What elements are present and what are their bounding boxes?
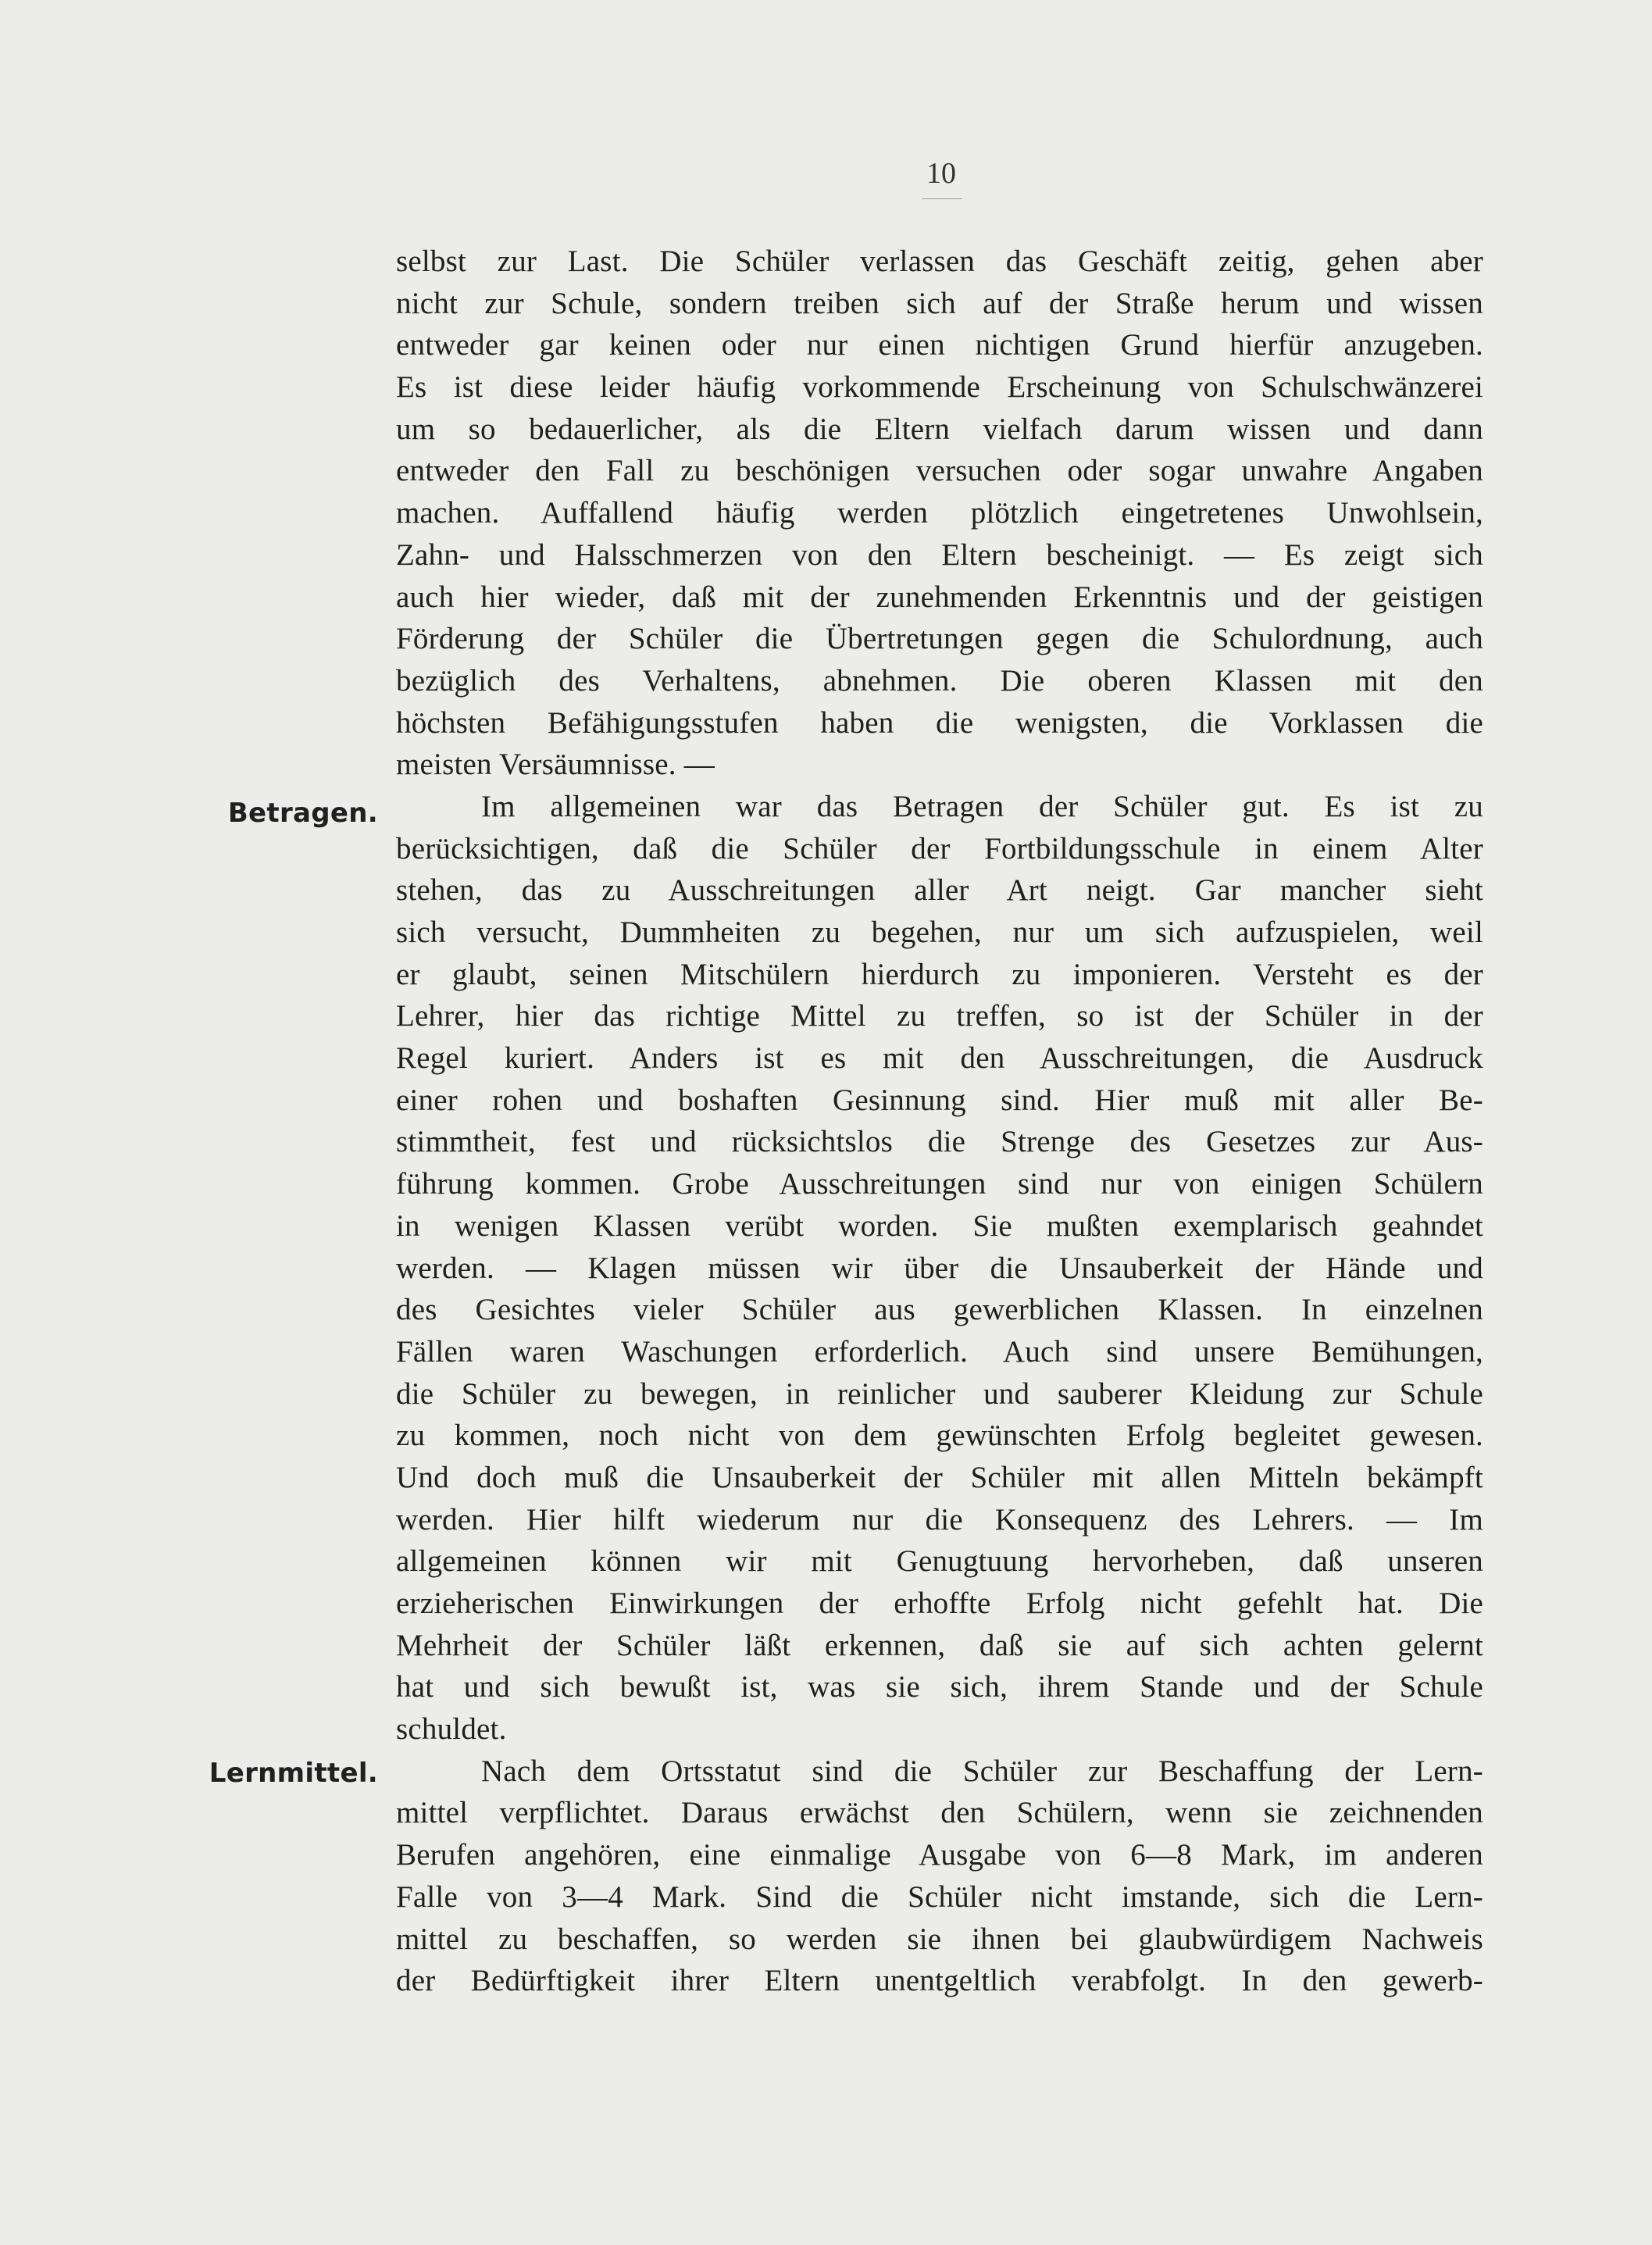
text-line: er glaubt, seinen Mitschülern hierdurch zu imponieren. Versteht es der [396, 957, 1483, 991]
page-number-rule [922, 198, 962, 199]
text-line: werden. — Klagen müssen wir über die Unsauberkeit der Hände und [396, 1251, 1483, 1285]
text-line: Lehrer, hier das richtige Mittel zu treffen, so ist der Schüler in der [396, 999, 1483, 1033]
text-line: berücksichtigen, daß die Schüler der Fortbildungsschule in einem Alter [396, 831, 1483, 866]
text-line: führung kommen. Grobe Ausschreitungen sind nur von einigen Schülern [396, 1167, 1483, 1201]
text-line: Im allgemeinen war das Betragen der Schüler gut. Es ist zu [481, 789, 1483, 823]
text-line: bezüglich des Verhaltens, abnehmen. Die oberen Klassen mit den [396, 663, 1483, 698]
text-line: die Schüler zu bewegen, in reinlicher und sauberer Kleidung zur Schule [396, 1376, 1483, 1411]
text-line: Falle von 3—4 Mark. Sind die Schüler nicht imstande, sich die Lern- [396, 1879, 1483, 1914]
text-line: zu kommen, noch nicht von dem gewünschten Erfolg begleitet gewesen. [396, 1419, 1483, 1453]
text-line: auch hier wieder, daß mit der zunehmenden Erkenntnis und der geistigen [396, 580, 1483, 614]
text-line: hat und sich bewußt ist, was sie sich, ihrem Stande und der Schule [396, 1670, 1483, 1704]
paragraph-betragen [396, 786, 1483, 1751]
text-line: mittel verpflichtet. Daraus erwächst den Schülern, wenn sie zeichnenden [396, 1796, 1483, 1830]
text-line: höchsten Befähigungsstufen haben die wenigsten, die Vorklassen die [396, 705, 1483, 740]
text-line: Und doch muß die Unsauberkeit der Schüler mit allen Mitteln bekämpft [396, 1460, 1483, 1494]
text-line: werden. Hier hilft wiederum nur die Konsequenz des Lehrers. — Im [396, 1502, 1483, 1537]
text-line: Förderung der Schüler die Übertretungen gegen die Schulordnung, auch [396, 622, 1483, 656]
text-line: schuldet. [396, 1712, 507, 1747]
text-line: erzieherischen Einwirkungen der erhoffte Erfolg nicht gefehlt hat. Die [396, 1586, 1483, 1620]
text-line: mittel zu beschaffen, so werden sie ihnen bei glaubwürdigem Nachweis [396, 1922, 1483, 1956]
text-line: Berufen angehören, eine einmalige Ausgabe von 6—8 Mark, im anderen [396, 1838, 1483, 1872]
body-text [396, 241, 1483, 2002]
margin-note-betragen: Betragen. [227, 798, 378, 829]
text-line: des Gesichtes vieler Schüler aus gewerblichen Klassen. In einzelnen [396, 1293, 1483, 1327]
text-line: Zahn- und Halsschmerzen von den Eltern bescheinigt. — Es zeigt sich [396, 537, 1483, 572]
text-line: Mehrheit der Schüler läßt erkennen, daß sie auf sich achten gelernt [396, 1628, 1483, 1662]
text-line: einer rohen und boshaften Gesinnung sind. Hier muß mit aller Be- [396, 1083, 1483, 1117]
text-line: Nach dem Ortsstatut sind die Schüler zur Beschaffung der Lern- [481, 1754, 1483, 1788]
text-line: machen. Auffallend häufig werden plötzlich eingetretenes Unwohlsein, [396, 496, 1483, 530]
text-line: stimmtheit, fest und rücksichtslos die Strenge des Gesetzes zur Aus- [396, 1125, 1483, 1159]
text-line: entweder den Fall zu beschönigen versuchen oder sogar unwahre Angaben [396, 454, 1483, 488]
text-line: entweder gar keinen oder nur einen nichtigen Grund hierfür anzugeben. [396, 328, 1483, 362]
text-line: Fällen waren Waschungen erforderlich. Auch sind unsere Bemühungen, [396, 1334, 1483, 1369]
page-number: 10 [926, 157, 956, 190]
text-line: in wenigen Klassen verübt worden. Sie mußten exemplarisch geahndet [396, 1208, 1483, 1243]
text-line: Es ist diese leider häufig vorkommende Erscheinung von Schulschwänzerei [396, 370, 1483, 405]
paragraph-attendance [396, 241, 1483, 786]
text-line: nicht zur Schule, sondern treiben sich auf der Straße herum und wissen [396, 286, 1483, 320]
text-line: stehen, das zu Ausschreitungen aller Art neigt. Gar mancher sieht [396, 873, 1483, 908]
paragraph-lernmittel [396, 1751, 1483, 2002]
margin-note-lernmittel: Lernmittel. [209, 1758, 378, 1789]
text-line: allgemeinen können wir mit Genugtuung hervorheben, daß unseren [396, 1544, 1483, 1579]
text-line: meisten Versäumnisse. — [396, 748, 715, 782]
text-line: selbst zur Last. Die Schüler verlassen das Geschäft zeitig, gehen aber [396, 244, 1483, 278]
text-line: der Bedürftigkeit ihrer Eltern unentgeltlich verabfolgt. In den gewerb- [396, 1964, 1483, 1998]
text-line: um so bedauerlicher, als die Eltern vielfach darum wissen und dann [396, 412, 1483, 446]
text-line: Regel kuriert. Anders ist es mit den Ausschreitungen, die Ausdruck [396, 1041, 1483, 1076]
text-line: sich versucht, Dummheiten zu begehen, nur um sich aufzuspielen, weil [396, 915, 1483, 949]
